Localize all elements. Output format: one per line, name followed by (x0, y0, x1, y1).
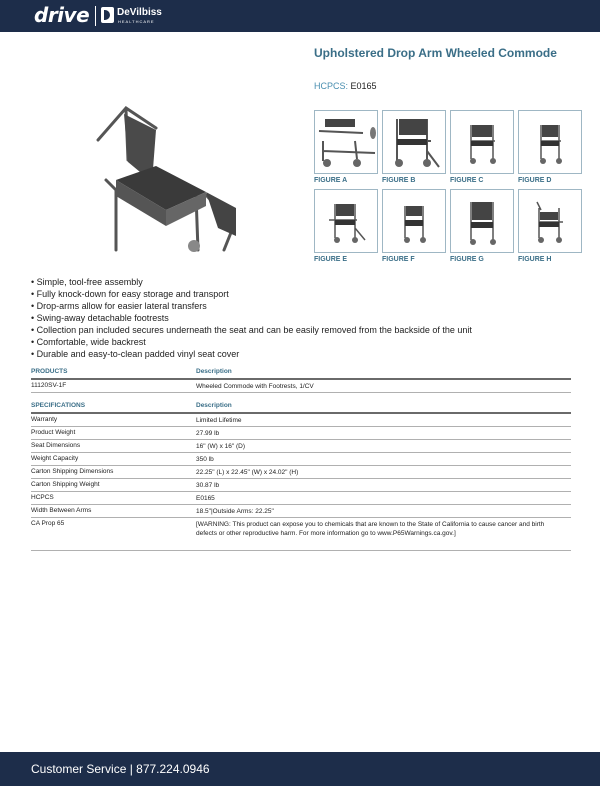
spec-name: Product Weight (31, 429, 76, 436)
spec-name: CA Prop 65 (31, 520, 65, 527)
figure-c-image-icon (451, 111, 513, 173)
drive-logo: drive (34, 3, 90, 27)
table-row (31, 492, 571, 505)
figure-f-label: FIGURE F (382, 256, 415, 263)
table-row (31, 440, 571, 453)
figure-h-image-icon (519, 190, 581, 252)
spec-name: Warranty (31, 416, 58, 423)
figure-f-image-icon (383, 190, 445, 252)
table-row (31, 518, 571, 551)
table-row (31, 427, 571, 440)
specifications-table-header (31, 402, 571, 414)
spec-value: 27.99 lb (196, 430, 220, 437)
devilbiss-logo: DeVilbiss (117, 7, 162, 18)
page-footer (0, 752, 600, 786)
spec-value: 350 lb (196, 456, 214, 463)
page-header (0, 0, 600, 32)
figure-d-thumbnail[interactable] (518, 110, 582, 174)
spec-name: Carton Shipping Dimensions (31, 468, 114, 475)
figure-d-label: FIGURE D (518, 177, 552, 184)
hcpcs-value: E0165 (350, 81, 377, 91)
spec-value: Limited Lifetime (196, 417, 242, 424)
feature-list (31, 276, 472, 360)
figure-a-image-icon (315, 111, 377, 173)
figure-f-thumbnail[interactable] (382, 189, 446, 253)
spec-name: Seat Dimensions (31, 442, 81, 449)
figure-b-thumbnail[interactable] (382, 110, 446, 174)
logo-divider (95, 6, 96, 26)
spec-value: 22.25" (L) x 22.45" (W) x 24.02" (H) (196, 469, 299, 476)
figure-e-thumbnail[interactable] (314, 189, 378, 253)
customer-service-text: Customer Service | 877.224.0946 (31, 762, 210, 776)
table-row (31, 479, 571, 492)
product-description: Wheeled Commode with Footrests, 1/CV (196, 383, 314, 390)
list-item: • Collection pan included secures underneath the seat and can be easily removed from the backside of the unit (31, 324, 472, 336)
list-item: • Drop-arms allow for easier lateral transfers (31, 300, 472, 312)
devilbiss-logo-sub: HEALTHCARE (118, 19, 155, 24)
products-table (31, 368, 571, 393)
spec-name: Weight Capacity (31, 455, 79, 462)
hcpcs-label: HCPCS: (314, 81, 349, 91)
figure-c-thumbnail[interactable] (450, 110, 514, 174)
specifications-col-header: SPECIFICATIONS (31, 402, 86, 409)
table-row (31, 380, 571, 393)
devilbiss-d-icon (101, 7, 114, 23)
figure-e-image-icon (315, 190, 377, 252)
products-table-header (31, 368, 571, 380)
figure-e-label: FIGURE E (314, 256, 348, 263)
table-row (31, 505, 571, 518)
figure-b-label: FIGURE B (382, 177, 416, 184)
commode-main-image-icon (86, 100, 246, 260)
spec-value: 18.5"|Outside Arms: 22.25" (196, 508, 274, 515)
list-item: • Swing-away detachable footrests (31, 312, 472, 324)
description-col-header: Description (196, 368, 232, 375)
figure-a-thumbnail[interactable] (314, 110, 378, 174)
spec-name: HCPCS (31, 494, 54, 501)
spec-value: E0165 (196, 495, 215, 502)
spec-value: 30.87 lb (196, 482, 220, 489)
spec-value: [WARNING: This product can expose you to chemicals that are known to the State of California to cause cancer and birth defects or other reproductive harm. For more information go to www.P65Warnings.ca.gov.] (196, 521, 545, 537)
figure-b-image-icon (383, 111, 445, 173)
table-row (31, 453, 571, 466)
spec-value: 16" (W) x 16" (D) (196, 443, 246, 450)
figure-g-label: FIGURE G (450, 256, 484, 263)
description-col-header: Description (196, 402, 232, 409)
figure-d-image-icon (519, 111, 581, 173)
list-item: • Durable and easy-to-clean padded vinyl seat cover (31, 348, 472, 360)
hcpcs-line (314, 81, 377, 91)
figure-h-thumbnail[interactable] (518, 189, 582, 253)
table-row (31, 414, 571, 427)
spec-name: Carton Shipping Weight (31, 481, 100, 488)
list-item: • Fully knock-down for easy storage and transport (31, 288, 472, 300)
list-item: • Comfortable, wide backrest (31, 336, 472, 348)
products-col-header: PRODUCTS (31, 368, 68, 375)
figure-a-label: FIGURE A (314, 177, 348, 184)
product-code: 11120SV-1F (31, 382, 67, 389)
figure-c-label: FIGURE C (450, 177, 484, 184)
figure-g-image-icon (451, 190, 513, 252)
figure-g-thumbnail[interactable] (450, 189, 514, 253)
figure-h-label: FIGURE H (518, 256, 552, 263)
spec-name: Width Between Arms (31, 507, 92, 514)
list-item: • Simple, tool-free assembly (31, 276, 472, 288)
table-row (31, 466, 571, 479)
product-title: Upholstered Drop Arm Wheeled Commode (314, 46, 557, 60)
specifications-table (31, 402, 571, 551)
